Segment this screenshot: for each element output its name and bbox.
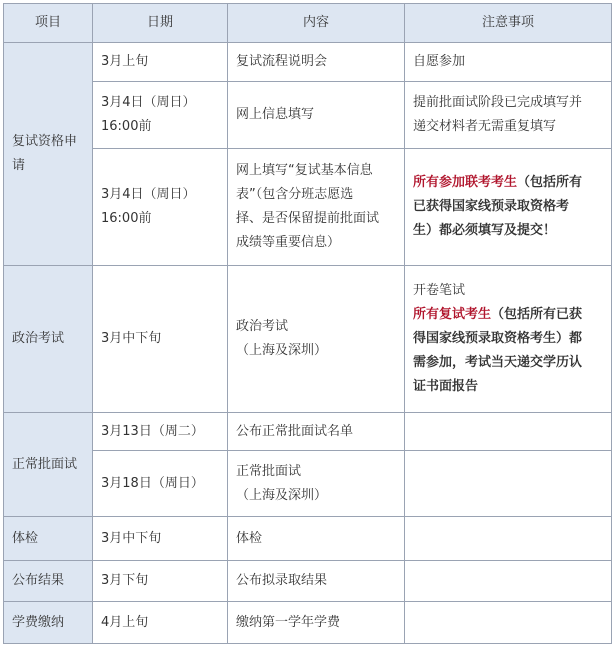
content-cell: 公布拟录取结果 <box>228 561 405 602</box>
content-cell: 体检 <box>228 517 405 561</box>
project-label: 学费缴纳 <box>12 614 65 630</box>
content-cell: 政治考试 （上海及深圳） <box>228 266 405 413</box>
content-cell: 公布正常批面试名单 <box>228 413 405 451</box>
header-content: 内容 <box>228 4 405 43</box>
date-cell: 3月上旬 <box>93 43 228 82</box>
date-cell: 3月4日（周日） 16:00前 <box>93 149 228 266</box>
highlight-text: 所有参加联考考生 <box>413 175 518 190</box>
notes-cell <box>405 413 612 451</box>
project-cell-announce-results <box>4 561 93 602</box>
table-row <box>4 149 612 266</box>
date-cell: 4月上旬 <box>93 602 228 644</box>
highlight-text: 所有复试考生 <box>413 307 492 322</box>
notes-cell <box>405 602 612 644</box>
date-cell: 3月中下旬 <box>93 266 228 413</box>
content-cell: 正常批面试 （上海及深圳） <box>228 451 405 517</box>
table-row <box>4 517 612 561</box>
project-label: 正常批面试 <box>12 456 78 472</box>
project-label: 复试资格申请 <box>12 134 78 173</box>
project-cell-retest-qualification <box>4 43 93 266</box>
content-cell: 复试流程说明会 <box>228 43 405 82</box>
table-row <box>4 266 612 413</box>
table-row <box>4 82 612 149</box>
table-row <box>4 413 612 451</box>
notes-cell: 自愿参加 <box>405 43 612 82</box>
table-row <box>4 451 612 517</box>
table-row <box>4 43 612 82</box>
date-cell: 3月13日（周二） <box>93 413 228 451</box>
project-label: 体检 <box>12 530 39 546</box>
content-cell: 缴纳第一学年学费 <box>228 602 405 644</box>
notes-cell: 开卷笔试 所有复试考生（包括所有已获 得国家线预录取资格考生）都 需参加，考试当天递交学历认 证书面报告 <box>405 266 612 413</box>
date-cell: 3月4日（周日） 16:00前 <box>93 82 228 149</box>
header-date: 日期 <box>93 4 228 43</box>
notes-cell: 所有参加联考考生（包括所有 已获得国家线预录取资格考 生）都必须填写及提交！ <box>405 149 612 266</box>
content-cell: 网上填写“复试基本信息 表”（包含分班志愿选 择、是否保留提前批面试 成绩等重要信息） <box>228 149 405 266</box>
notes-cell <box>405 561 612 602</box>
project-cell-physical-exam <box>4 517 93 561</box>
date-cell: 3月下旬 <box>93 561 228 602</box>
project-cell-regular-interview <box>4 413 93 517</box>
header-project: 项目 <box>4 4 93 43</box>
date-cell: 3月中下旬 <box>93 517 228 561</box>
content-cell: 网上信息填写 <box>228 82 405 149</box>
date-cell: 3月18日（周日） <box>93 451 228 517</box>
project-cell-tuition-payment <box>4 602 93 644</box>
header-row <box>4 4 612 43</box>
project-cell-politics-exam <box>4 266 93 413</box>
notes-cell <box>405 451 612 517</box>
project-label: 公布结果 <box>12 573 65 588</box>
notes-cell <box>405 517 612 561</box>
table-row <box>4 602 612 644</box>
project-label: 政治考试 <box>12 331 65 346</box>
table-row <box>4 561 612 602</box>
schedule-table <box>3 3 612 644</box>
notes-cell: 提前批面试阶段已完成填写并 递交材料者无需重复填写 <box>405 82 612 149</box>
header-notes: 注意事项 <box>405 4 612 43</box>
